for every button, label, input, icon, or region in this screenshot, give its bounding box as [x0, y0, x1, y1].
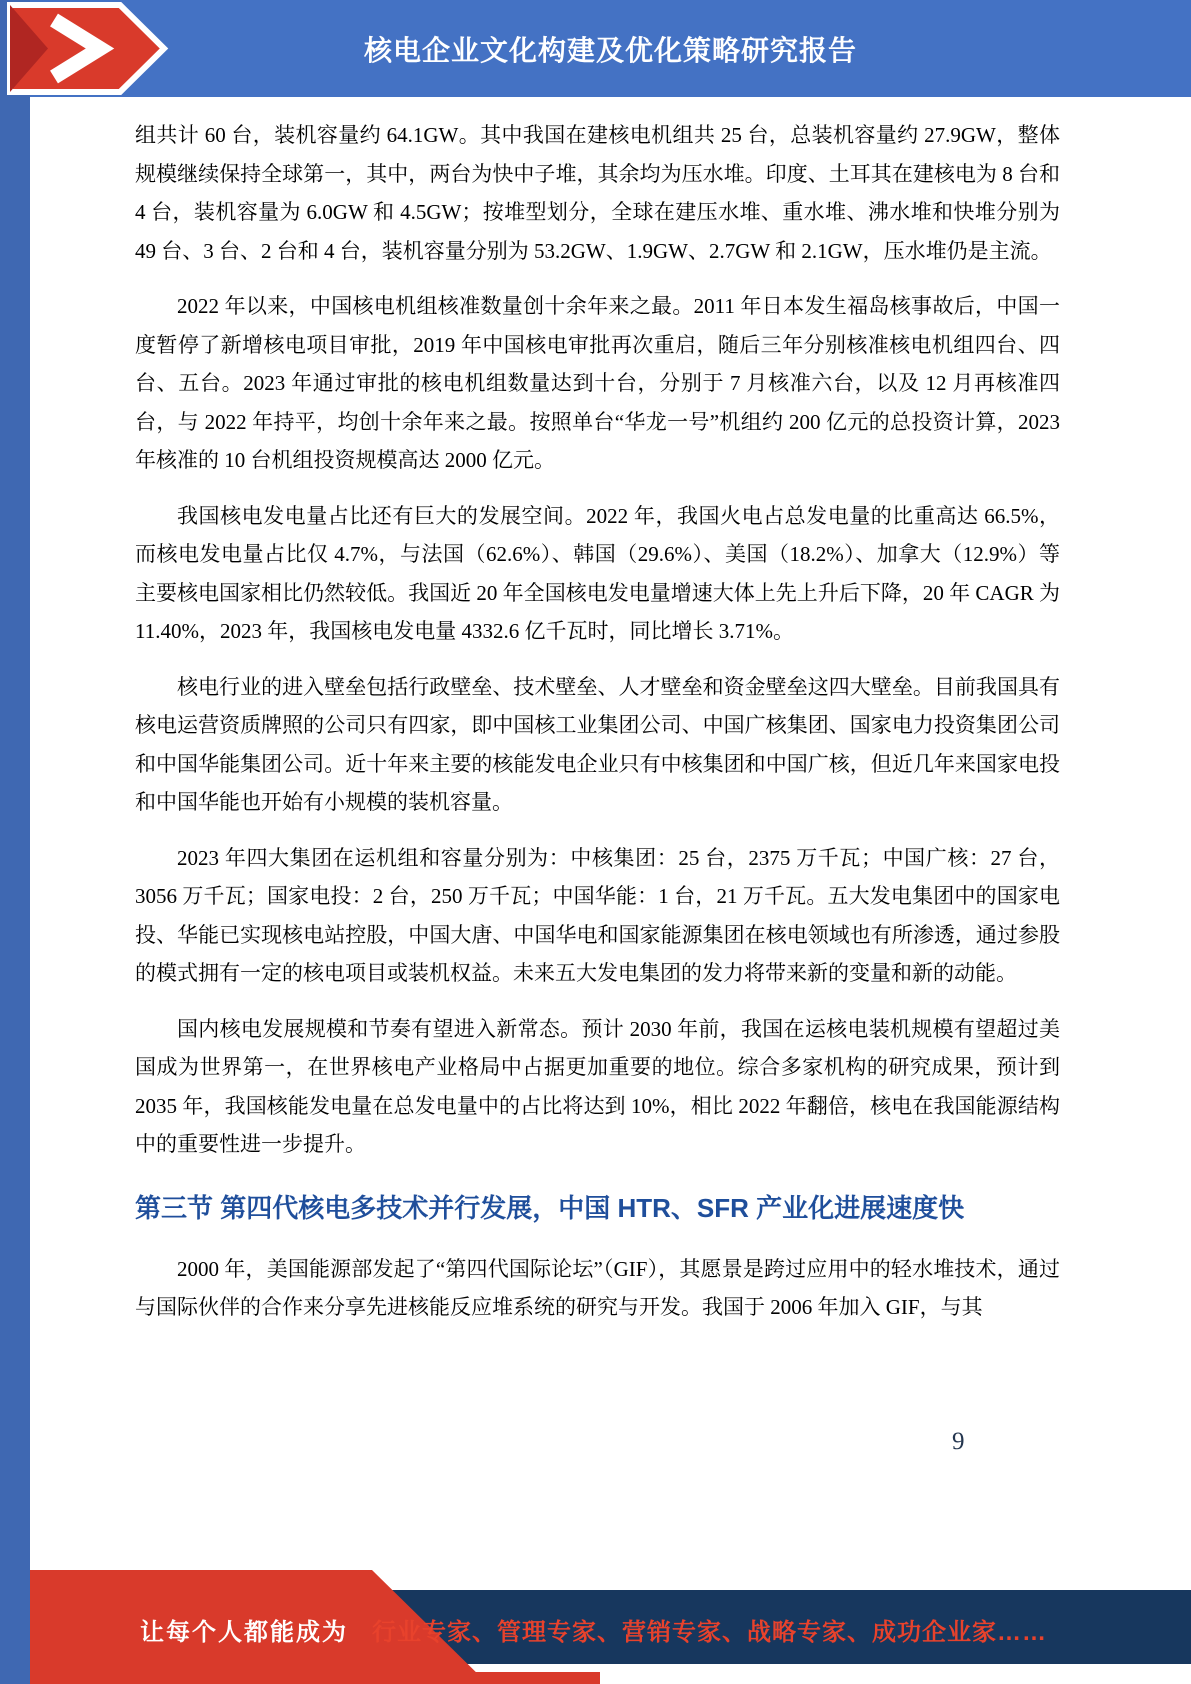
page-footer [0, 1560, 1191, 1684]
section-heading: 第三节 第四代核电多技术并行发展，中国 HTR、SFR 产业化进展速度快 [135, 1192, 965, 1223]
red-arrow-icon [2, 0, 172, 97]
page-body [135, 116, 1060, 1344]
left-accent-bar [0, 0, 30, 1684]
page-number: 9 [952, 1428, 965, 1455]
body-paragraph: 我国核电发电量占比还有巨大的发展空间。2022 年，我国火电占总发电量的比重高达 66.5%，而核电发电量占比仅 4.7%，与法国（62.6%）、韩国（29.6%）、美国（18.2%）、加拿大（12.9%）等主要核电国家相比仍然较低。我国近 20 年全国核电发电量增速大体上先上升后下降，20 年 CAGR 为 11.40%，2023 年，我国核电发电量 4332.6 亿千瓦时，同比增长 3.71%。 [135, 503, 1060, 643]
footer-slogan-right: 行业专家、管理专家、营销专家、战略专家、成功企业家…… [372, 1619, 1047, 1646]
body-paragraph: 2000 年，美国能源部发起了“第四代国际论坛”（GIF），其愿景是跨过应用中的轻水堆技术，通过与国际伙伴的合作来分享先进核能反应堆系统的研究与开发。我国于 2006 年加入 GIF，与其 [135, 1256, 1060, 1320]
body-paragraph: 核电行业的进入壁垒包括行政壁垒、技术壁垒、人才壁垒和资金壁垒这四大壁垒。目前我国具有核电运营资质牌照的公司只有四家，即中国核工业集团公司、中国广核集团、国家电力投资集团公司和中国华能集团公司。近十年来主要的核能发电企业只有中核集团和中国广核，但近几年来国家电投和中国华能也开始有小规模的装机容量。 [135, 674, 1060, 814]
report-title: 核电企业文化构建及优化策略研究报告 [363, 34, 857, 66]
body-paragraph: 2023 年四大集团在运机组和容量分别为：中核集团：25 台，2375 万千瓦；中国广核：27 台，3056 万千瓦；国家电投：2 台，250 万千瓦；中国华能：1 台，21 万千瓦。五大发电集团中的国家电投、华能已实现核电站控股，中国大唐、中国华电和国家能源集团在核电领域也有所渗透，通过参股的模式拥有一定的核电项目或装机权益。未来五大发电集团的发力将带来新的变量和新的动能。 [135, 845, 1060, 985]
footer-slogan-left: 让每个人都能成为 [140, 1619, 348, 1646]
body-paragraph: 国内核电发展规模和节奏有望进入新常态。预计 2030 年前，我国在运核电装机规模有望超过美国成为世界第一，在世界核电产业格局中占据更加重要的地位。综合多家机构的研究成果，预计到 2035 年，我国核能发电量在总发电量中的占比将达到 10%，相比 2022 年翻倍，核电在我国能源结构中的重要性进一步提升。 [135, 1016, 1060, 1156]
page-header [30, 0, 1191, 97]
body-paragraph: 组共计 60 台，装机容量约 64.1GW。其中我国在建核电机组共 25 台，总装机容量约 27.9GW，整体规模继续保持全球第一，其中，两台为快中子堆，其余均为压水堆。印度、土耳其在建核电为 8 台和 4 台，装机容量为 6.0GW 和 4.5GW；按堆型划分，全球在建压水堆、重水堆、沸水堆和快堆分别为 49 台、3 台、2 台和 4 台，装机容量分别为 53.2GW、1.9GW、2.7GW 和 2.1GW，压水堆仍是主流。 [135, 123, 1060, 263]
body-paragraph: 2022 年以来，中国核电机组核准数量创十余年来之最。2011 年日本发生福岛核事故后，中国一度暂停了新增核电项目审批，2019 年中国核电审批再次重启，随后三年分别核准核电机组四台、四台、五台。2023 年通过审批的核电机组数量达到十台，分别于 7 月核准六台，以及 12 月再核准四台，与 2022 年持平，均创十余年来之最。按照单台“华龙一号”机组约 200 亿元的总投资计算，2023 年核准的 10 台机组投资规模高达 2000 亿元。 [135, 294, 1060, 472]
